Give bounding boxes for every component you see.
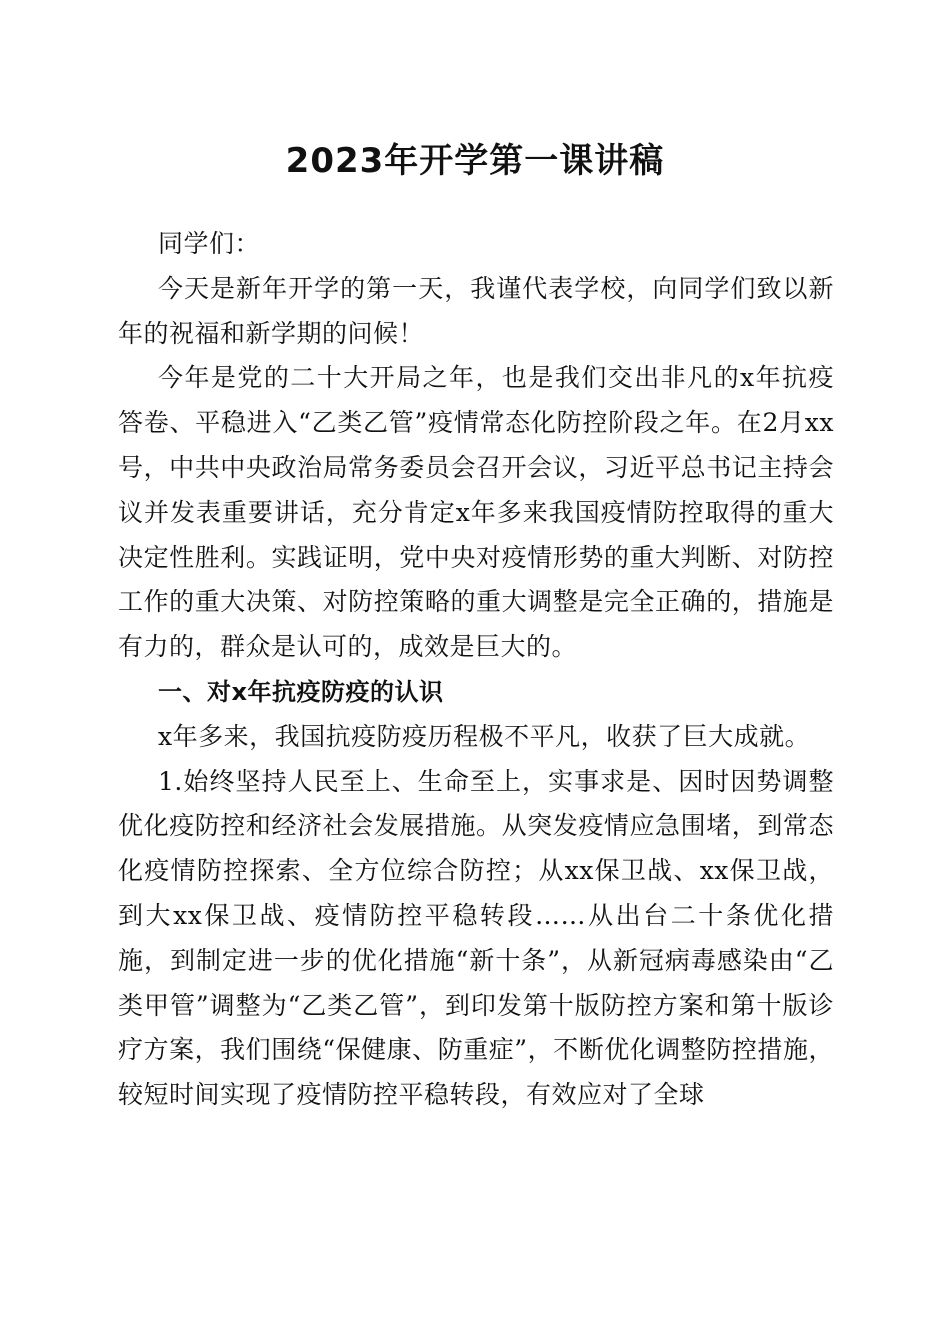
document-title: 2023年开学第一课讲稿 bbox=[285, 141, 665, 181]
paragraph-welcome: 今天是新年开学的第一天，我谨代表学校，向同学们致以新年的祝福和新学期的问候！ bbox=[118, 273, 834, 348]
section-heading: 一、对x年抗疫防疫的认识 bbox=[158, 677, 444, 706]
point-1: 1.始终坚持人民至上、生命至上，实事求是、因时因势调整优化疫防控和经济社会发展措施。从突发疫情应急围堵，到常态化疫情防控探索、全方位综合防控；从xx保卫战、xx保卫战，到大xx保卫战、疫情防控平稳转段……从出台二十条优化措施，到制定进一步的优化措施“新十条”，从新冠病毒感染由“乙类甲管”调整为“乙类乙管”，到印发第十版防控方案和第十版诊疗方案，我们围绕“保健康、防重症”，不断优化调整防控措施，较短时间实现了疫情防控平稳转段，有效应对了全球 bbox=[118, 766, 834, 1110]
document-body bbox=[118, 222, 834, 1118]
section-intro: x年多来，我国抗疫防疫历程极不平凡，收获了巨大成就。 bbox=[158, 721, 811, 751]
paragraph-context: 今年是党的二十大开局之年，也是我们交出非凡的x年抗疫答卷、平稳进入“乙类乙管”疫情常态化防控阶段之年。在2月xx号，中共中央政治局常务委员会召开会议，习近平总书记主持会议并发表重要讲话，充分肯定x年多来我国疫情防控取得的重大决定性胜利。实践证明，党中央对疫情形势的重大判断、对防控工作的重大决策、对防控策略的重大调整是完全正确的，措施是有力的，群众是认可的，成效是巨大的。 bbox=[118, 363, 834, 662]
greeting: 同学们： bbox=[158, 229, 261, 258]
